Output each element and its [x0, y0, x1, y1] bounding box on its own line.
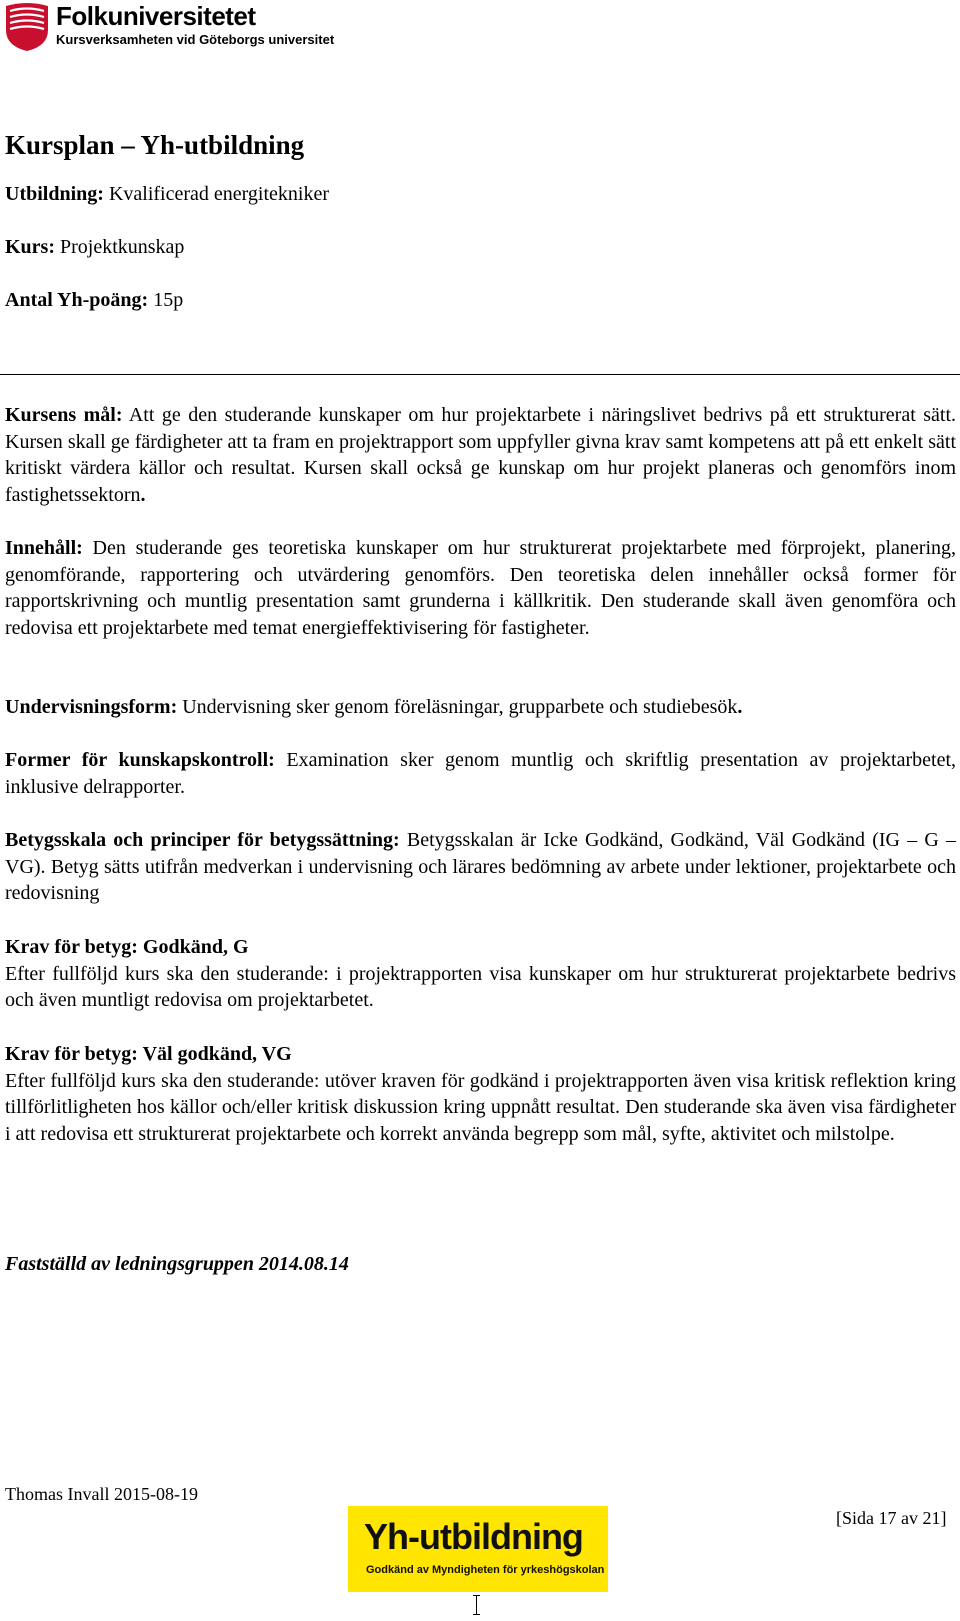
- utbildning-value: Kvalificerad energitekniker: [103, 183, 330, 205]
- faststalld-note: Fastställd av ledningsgruppen 2014.08.14: [5, 1253, 349, 1275]
- krav-vg-label: Krav för betyg: Väl godkänd, VG: [5, 1043, 292, 1065]
- innehall-text: Den studerande ges teoretiska kunskaper om hur strukturerat projektarbete med förprojekt, planering, genomförande, rapportering och utvärdering genomförs. Den teoretiska delen innehåller också former för rapportskrivning och muntlig presentation samt grunderna i källkritik. Den studerande skall även genomföra och redovisa ett projektarbete med temat energieffektivisering för fastigheter.: [5, 537, 956, 639]
- yh-logo-title: Yh-utbildning: [364, 1516, 583, 1557]
- undervisning-text: Undervisning sker genom föreläsningar, grupparbete och studiebesök: [177, 696, 738, 718]
- krav-g-label: Krav för betyg: Godkänd, G: [5, 936, 249, 958]
- kontroll-label: Former för kunskapskontroll:: [5, 749, 275, 771]
- section-krav-vg: [5, 1041, 956, 1147]
- folkuniversitetet-logo: [4, 2, 334, 52]
- folkuniversitetet-emblem-icon: [4, 2, 50, 52]
- section-krav-g: [5, 934, 956, 1014]
- yh-utbildning-logo: [348, 1506, 608, 1592]
- utbildning-label: Utbildning:: [5, 183, 104, 205]
- kurs-value: Projektkunskap: [55, 236, 185, 258]
- poang-label: Antal Yh-poäng:: [5, 289, 149, 311]
- mal-label: Kursens mål:: [5, 404, 123, 426]
- krav-vg-text: Efter fullföljd kurs ska den studerande: utöver kraven för godkänd i projektrapporten även visa kritisk reflektion kring tillförlitligheten hos källor och/eller kritisk diskussion kring uppnått resultat. Den studerande ska även visa färdigheter i att redovisa ett strukturerat projektarbete och korrekt använda begrepp som mål, syfte, aktivitet och milstolpe.: [5, 1069, 956, 1145]
- betygsskala-label: Betygsskala och principer för betygssättning:: [5, 829, 400, 851]
- mal-end: .: [140, 483, 146, 506]
- meta-utbildning: [5, 182, 329, 206]
- innehall-label: Innehåll:: [5, 537, 83, 559]
- text-cursor-icon: [476, 1595, 477, 1615]
- footer-author: Thomas Invall 2015-08-19: [5, 1484, 198, 1504]
- kurs-label: Kurs:: [5, 236, 55, 258]
- undervisning-end: .: [737, 696, 743, 718]
- krav-g-text: Efter fullföljd kurs ska den studerande: i projektrapporten visa kunskaper om hur strukturerat projektarbete bedrivs och även muntligt redovisa om projektarbetet.: [5, 962, 956, 1011]
- divider: [0, 374, 960, 375]
- page-number: [Sida 17 av 21]: [836, 1508, 947, 1528]
- page-title: Kursplan – Yh-utbildning: [5, 130, 305, 160]
- section-mal: [5, 402, 956, 508]
- meta-poang: [5, 288, 183, 312]
- betygsskala-text: Betygsskalan är Icke Godkänd, Godkänd, Väl Godkänd (IG – G – VG). Betyg sätts utifrån medverkan i undervisning och lärares bedömning av arbete under lektioner, projektarbete och redovisning: [5, 829, 957, 904]
- kontroll-text: Examination sker genom muntlig och skriftlig presentation av projektarbetet, inklusive delrapporter.: [5, 749, 957, 798]
- poang-value: 15p: [148, 289, 184, 311]
- section-betygsskala: [5, 827, 956, 907]
- meta-kurs: [5, 235, 184, 259]
- org-name: Folkuniversitetet: [56, 1, 256, 31]
- undervisning-label: Undervisningsform:: [5, 696, 178, 718]
- section-kunskapskontroll: [5, 747, 956, 800]
- org-subtitle: Kursverksamheten vid Göteborgs universitet: [56, 32, 335, 47]
- section-innehall: [5, 535, 956, 641]
- page-number-text: Sida 17 av 21: [842, 1508, 941, 1528]
- mal-text: Att ge den studerande kunskaper om hur projektarbete i näringslivet bedrivs på ett strukturerat sätt. Kursen skall ge färdigheter att ta fram en projektrapport som uppfyller givna krav samt kompetens att på ett enkelt sätt kritiskt värdera källor och resultat. Kursen skall också ge kunskap om hur projekt planeras och genomförs inom fastighetssektorn: [5, 404, 957, 506]
- yh-logo-subtitle: Godkänd av Myndigheten för yrkeshögskolan: [366, 1564, 605, 1576]
- section-undervisningsform: [5, 694, 956, 721]
